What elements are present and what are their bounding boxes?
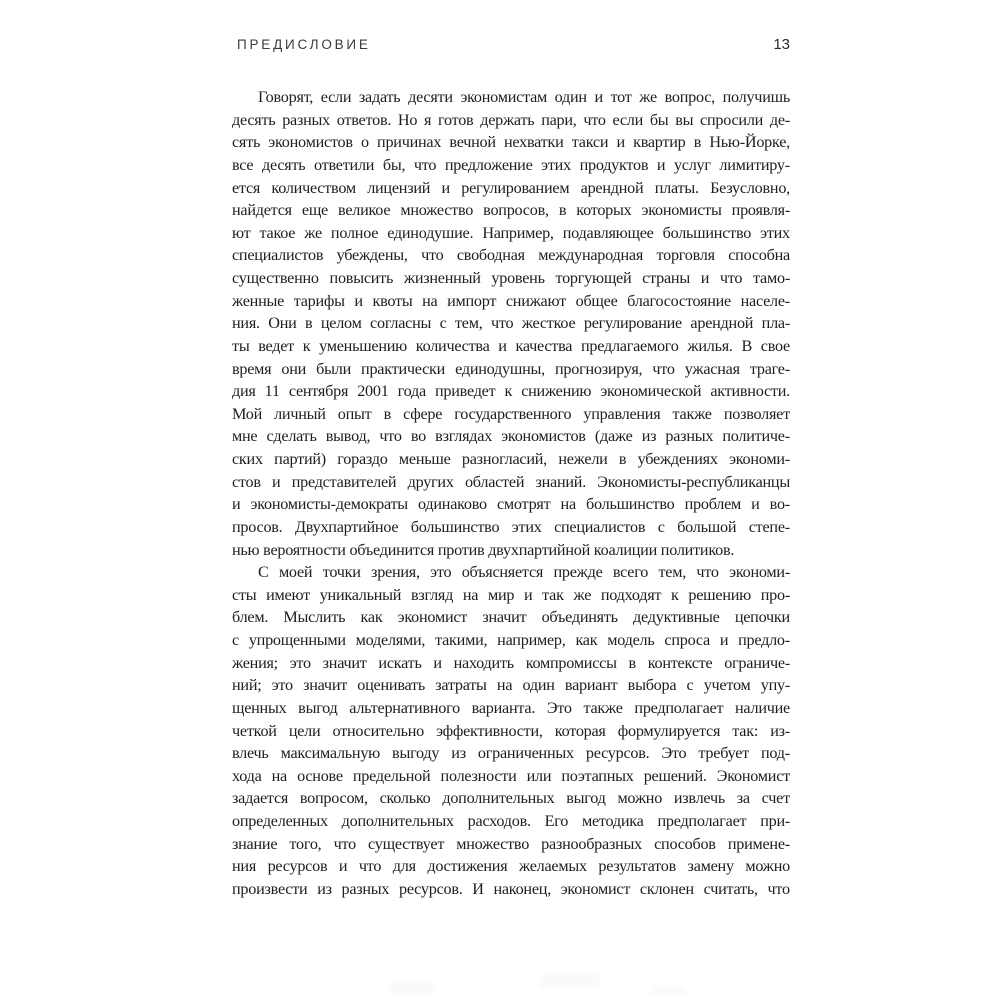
text-line: и экономисты-демократы одинаково смотрят на большинство проблем и во- (232, 495, 790, 514)
text-line: ния ресурсов и что для достижения желаемых результатов замену можно (232, 857, 790, 876)
text-line: ты ведет к уменьшению количества и качества предлагаемого жилья. В свое (232, 336, 790, 355)
text-line: четкой цели относительно эффективности, которая формулируется так: из- (232, 721, 790, 740)
page-number: 13 (773, 36, 790, 53)
print-bleedthrough-artifact (652, 986, 686, 995)
text-line: задается вопросом, сколько дополнительных выгод можно извлечь за счет (232, 789, 790, 808)
text-line: знание того, что существует множество разнообразных способов примене- (232, 834, 790, 853)
text-line: стов и представителей других областей знаний. Экономисты-республиканцы (232, 472, 790, 491)
text-line: Говорят, если задать десяти экономистам один и тот же вопрос, получишь (258, 88, 790, 106)
text-line: просов. Двухпартийное большинство этих специалистов с большой степе- (232, 517, 790, 536)
text-line: женные тарифы и квоты на импорт снижают общее благосостояние населе- (232, 291, 790, 310)
print-bleedthrough-artifact (540, 974, 600, 988)
text-line: жения; это значит искать и находить компромиссы в контексте ограниче- (232, 653, 790, 672)
text-line: произвести из разных ресурсов. И наконец, экономист склонен считать, что (232, 879, 790, 898)
text-line: блем. Мыслить как экономист значит объединять дедуктивные цепочки (232, 608, 790, 627)
text-line: ний; это значит оценивать затраты на один вариант выбора с учетом упу- (232, 676, 790, 695)
text-line: влечь максимальную выгоду из ограниченных ресурсов. Это требует под- (232, 744, 790, 763)
text-line: найдется еще великое множество вопросов, в которых экономисты проявля- (232, 201, 790, 220)
text-line: мне сделать вывод, что во взглядах экономистов (даже из разных политиче- (232, 427, 790, 446)
text-line: существенно повысить жизненный уровень торгующей страны и что тамо- (232, 269, 790, 287)
text-line: определенных дополнительных расходов. Его методика предполагает при- (232, 812, 790, 830)
text-line: специалистов убеждены, что свободная международная торговля способна (232, 246, 790, 265)
text-line: сять экономистов о причинах вечной нехватки такси и квартир в Нью-Йорке, (232, 133, 790, 152)
text-line: Мой личный опыт в сфере государственного управления также позволяет (232, 404, 790, 423)
text-line: хода на основе предельной полезности или поэтапных решений. Экономист (232, 766, 790, 785)
text-line: сты имеют уникальный взгляд на мир и так же подходят к решению про- (232, 585, 790, 604)
print-bleedthrough-artifact (388, 982, 434, 994)
text-line: С моей точки зрения, это объясняется прежде всего тем, что экономи- (258, 563, 790, 582)
text-line: ют такое же полное единодушие. Например, подавляющее большинство этих (232, 223, 790, 242)
text-line: нью вероятности объединится против двухпартийной коалиции политиков. (232, 540, 735, 559)
running-title: ПРЕДИСЛОВИЕ (237, 37, 371, 52)
text-line: ских партий) гораздо меньше разногласий, нежели в убеждениях экономи- (232, 450, 790, 468)
text-block (232, 86, 790, 901)
text-line: все десять ответили бы, что предложение этих продуктов и услуг лимитиру- (232, 155, 790, 174)
text-line: ния. Они в целом согласны с тем, что жесткое регулирование арендной пла- (232, 314, 790, 333)
text-line: десять разных ответов. Но я готов держать пари, что если бы вы спросили де- (232, 110, 790, 129)
text-line: дия 11 сентября 2001 года приведет к снижению экономической активности. (232, 382, 790, 401)
text-line: время они были практически единодушны, прогнозируя, что ужасная траге- (232, 359, 790, 378)
text-line: ется количеством лицензий и регулированием арендной платы. Безусловно, (232, 178, 790, 197)
text-line: с упрощенными моделями, такими, например, как модель спроса и предло- (232, 631, 790, 649)
text-line: щенных выгод альтернативного варианта. Это также предполагает наличие (232, 698, 790, 717)
